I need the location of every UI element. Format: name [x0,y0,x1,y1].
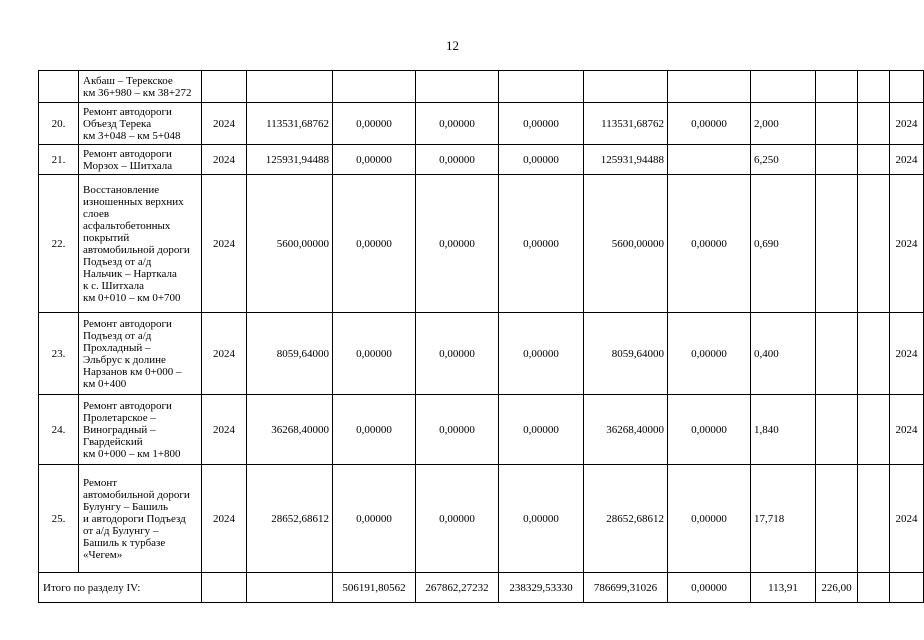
extra-funds [668,71,751,103]
row-number: 24. [39,395,79,465]
empty-cell [247,573,333,603]
federal-funds: 0,00000 [333,103,416,145]
start-year: 2024 [202,395,247,465]
road-repair-table [38,70,924,603]
regional-funds: 0,00000 [416,175,499,313]
row-number: 22. [39,175,79,313]
road-name: Ремонт автомобильной дороги Булунгу – Башиль и автодороги Подъезд от а/д Булунгу – Башиль к турбазе «Чегем» [79,465,202,573]
extra-value [816,175,858,313]
end-year-placeholder [858,313,890,395]
road-name: Ремонт автодороги Пролетарское – Виноградный – Гвардейский км 0+000 – км 1+800 [79,395,202,465]
table-row [39,395,924,465]
extra-funds: 0,00000 [668,103,751,145]
end-year: 2024 [890,145,924,175]
extra-funds: 0,00000 [668,313,751,395]
other-funds: 5600,00000 [584,175,668,313]
end-year-placeholder [858,71,890,103]
regional-funds: 0,00000 [416,465,499,573]
federal-funds: 0,00000 [333,175,416,313]
extra-funds: 0,00000 [668,175,751,313]
total-extra-value: 226,00 [816,573,858,603]
page-number: 12 [446,38,459,53]
extra-value [816,313,858,395]
extra-value [816,145,858,175]
total-regional: 267862,27232 [416,573,499,603]
length-km: 17,718 [751,465,816,573]
length-km [751,71,816,103]
total-federal: 506191,80562 [333,573,416,603]
extra-value [816,395,858,465]
extra-funds: 0,00000 [668,395,751,465]
regional-funds: 0,00000 [416,313,499,395]
length-km: 0,690 [751,175,816,313]
other-funds: 36268,40000 [584,395,668,465]
total-length: 113,91 [751,573,816,603]
total-cost: 113531,68762 [247,103,333,145]
regional-funds: 0,00000 [416,395,499,465]
extra-value [816,71,858,103]
total-cost: 8059,64000 [247,313,333,395]
other-funds: 113531,68762 [584,103,668,145]
federal-funds: 0,00000 [333,395,416,465]
length-km: 1,840 [751,395,816,465]
end-year: 2024 [890,313,924,395]
regional-funds: 0,00000 [416,145,499,175]
total-local: 238329,53330 [499,573,584,603]
regional-funds [416,71,499,103]
total-row [39,573,924,603]
local-funds: 0,00000 [499,103,584,145]
length-km: 0,400 [751,313,816,395]
empty-cell [858,573,890,603]
total-cost: 125931,94488 [247,145,333,175]
road-name: Восстановление изношенных верхних слоев асфальтобетонных покрытий автомобильной дороги Подъезд от а/д Нальчик – Нарткала к с. Шитхала км 0+010 – км 0+700 [79,175,202,313]
row-number: 25. [39,465,79,573]
other-funds: 28652,68612 [584,465,668,573]
federal-funds: 0,00000 [333,465,416,573]
start-year: 2024 [202,175,247,313]
road-name: Ремонт автодороги Подъезд от а/д Прохладный – Эльбрус к долине Нарзанов км 0+000 – км 0+400 [79,313,202,395]
row-number: 21. [39,145,79,175]
road-name: Ремонт автодороги Объезд Терека км 3+048 – км 5+048 [79,103,202,145]
local-funds: 0,00000 [499,465,584,573]
end-year: 2024 [890,175,924,313]
start-year: 2024 [202,313,247,395]
end-year [890,71,924,103]
end-year-placeholder [858,103,890,145]
length-km: 6,250 [751,145,816,175]
end-year-placeholder [858,395,890,465]
table-row [39,71,924,103]
other-funds: 125931,94488 [584,145,668,175]
end-year-placeholder [858,145,890,175]
table-row [39,145,924,175]
end-year-placeholder [858,175,890,313]
end-year: 2024 [890,103,924,145]
local-funds: 0,00000 [499,175,584,313]
other-funds: 8059,64000 [584,313,668,395]
federal-funds: 0,00000 [333,145,416,175]
total-other: 786699,31026 [584,573,668,603]
local-funds: 0,00000 [499,313,584,395]
row-number [39,71,79,103]
extra-value [816,465,858,573]
total-cost [247,71,333,103]
total-extra-funds: 0,00000 [668,573,751,603]
start-year: 2024 [202,465,247,573]
total-label: Итого по разделу IV: [39,573,202,603]
local-funds: 0,00000 [499,145,584,175]
table-row [39,175,924,313]
length-km: 2,000 [751,103,816,145]
local-funds: 0,00000 [499,395,584,465]
extra-funds [668,145,751,175]
federal-funds: 0,00000 [333,313,416,395]
end-year-placeholder [858,465,890,573]
start-year: 2024 [202,103,247,145]
table-row [39,313,924,395]
total-cost: 5600,00000 [247,175,333,313]
total-cost: 28652,68612 [247,465,333,573]
empty-cell [890,573,924,603]
end-year: 2024 [890,465,924,573]
row-number: 20. [39,103,79,145]
other-funds [584,71,668,103]
extra-value [816,103,858,145]
table-body [39,71,924,603]
local-funds [499,71,584,103]
start-year: 2024 [202,145,247,175]
road-name: Ремонт автодороги Морзох – Шитхала [79,145,202,175]
empty-cell [202,573,247,603]
row-number: 23. [39,313,79,395]
total-cost: 36268,40000 [247,395,333,465]
federal-funds [333,71,416,103]
regional-funds: 0,00000 [416,103,499,145]
end-year: 2024 [890,395,924,465]
table-row [39,103,924,145]
extra-funds: 0,00000 [668,465,751,573]
road-name: Акбаш – Терекское км 36+980 – км 38+272 [79,71,202,103]
table-row [39,465,924,573]
start-year [202,71,247,103]
